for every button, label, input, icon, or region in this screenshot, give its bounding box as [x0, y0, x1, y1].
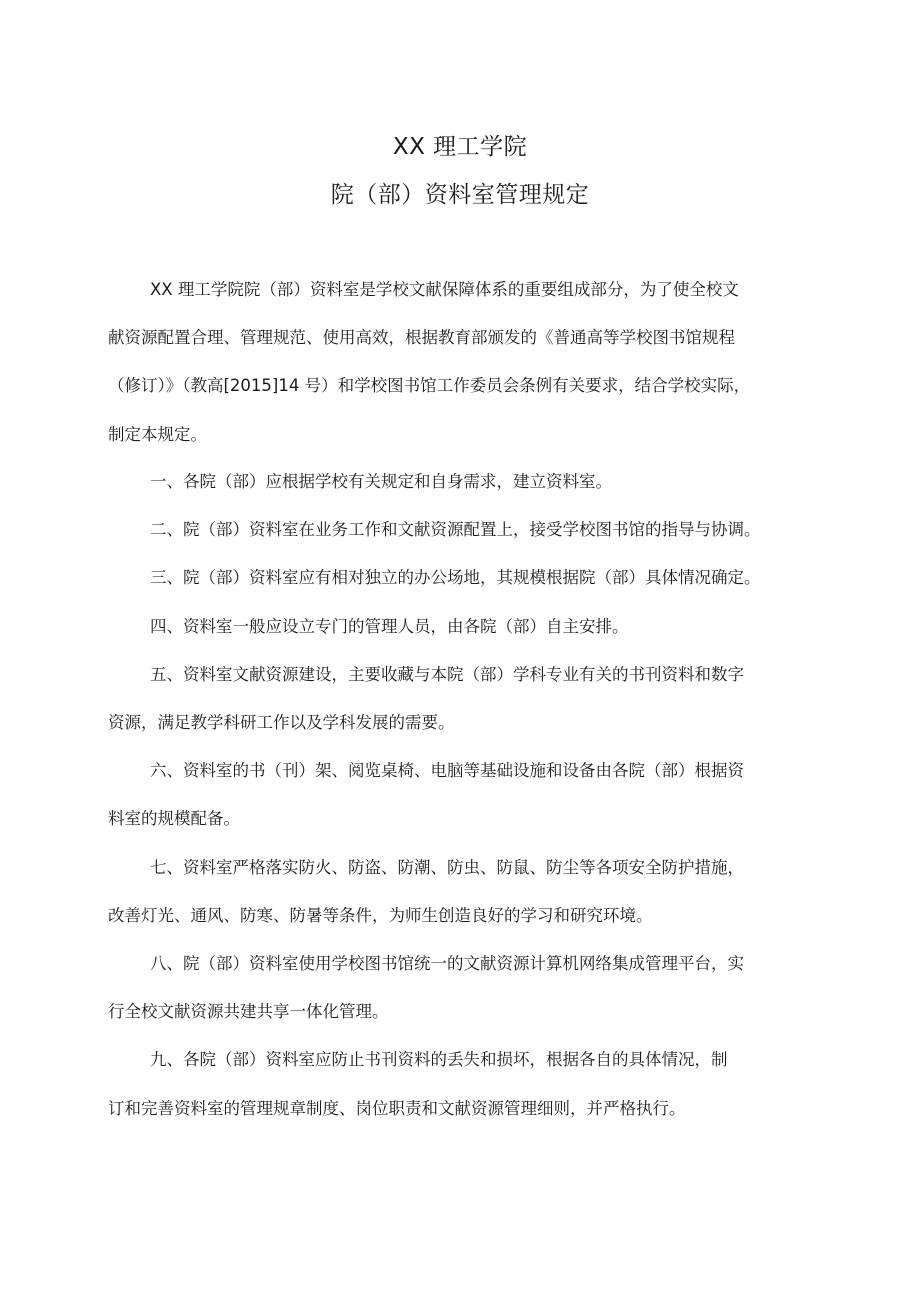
document-subtitle: 院（部）资料室管理规定: [330, 182, 590, 208]
article-4-line-1: 四、资料室一般应设立专门的管理人员，由各院（部）自主安排。: [150, 617, 629, 636]
article-1-line-1: 一、各院（部）应根据学校有关规定和自身需求，建立资料室。: [150, 472, 612, 491]
article-8-line-2: 行全校文献资源共建共享一体化管理。: [108, 1002, 389, 1021]
article-5-line-1: 五、资料室文献资源建设，主要收藏与本院（部）学科专业有关的书刊资料和数字: [150, 665, 744, 684]
intro-line-4: 制定本规定。: [108, 425, 207, 444]
document-title: XX 理工学院: [392, 134, 528, 160]
article-9-line-1: 九、各院（部）资料室应防止书刊资料的丢失和损坏，根据各自的具体情况，制: [150, 1050, 728, 1069]
article-5-line-2: 资源，满足教学科研工作以及学科发展的需要。: [108, 713, 455, 732]
intro-line-3: （修订）》（教高[2015]14 号）和学校图书馆工作委员会条例有关要求，结合学校实际，: [108, 376, 751, 395]
article-6-line-2: 料室的规模配备。: [108, 809, 240, 828]
article-6-line-1: 六、资料室的书（刊）架、阅览桌椅、电脑等基础设施和设备由各院（部）根据资: [150, 761, 744, 780]
article-7-line-2: 改善灯光、通风、防寒、防暑等条件，为师生创造良好的学习和研究环境。: [108, 906, 653, 925]
article-7-line-1: 七、资料室严格落实防火、防盗、防潮、防虫、防鼠、防尘等各项安全防护措施，: [150, 858, 744, 877]
intro-line-2: 献资源配置合理、管理规范、使用高效，根据教育部颁发的《普通高等学校图书馆规程: [108, 328, 735, 347]
article-3-line-1: 三、院（部）资料室应有相对独立的办公场地，其规模根据院（部）具体情况确定。: [150, 568, 761, 587]
article-8-line-1: 八、院（部）资料室使用学校图书馆统一的文献资源计算机网络集成管理平台，实: [150, 954, 744, 973]
article-2-line-1: 二、院（部）资料室在业务工作和文献资源配置上，接受学校图书馆的指导与协调。: [150, 520, 761, 539]
article-9-line-2: 订和完善资料室的管理规章制度、岗位职责和文献资源管理细则，并严格执行。: [108, 1099, 686, 1118]
intro-line-1: XX 理工学院院（部）资料室是学校文献保障体系的重要组成部分，为了使全校文: [150, 280, 739, 299]
